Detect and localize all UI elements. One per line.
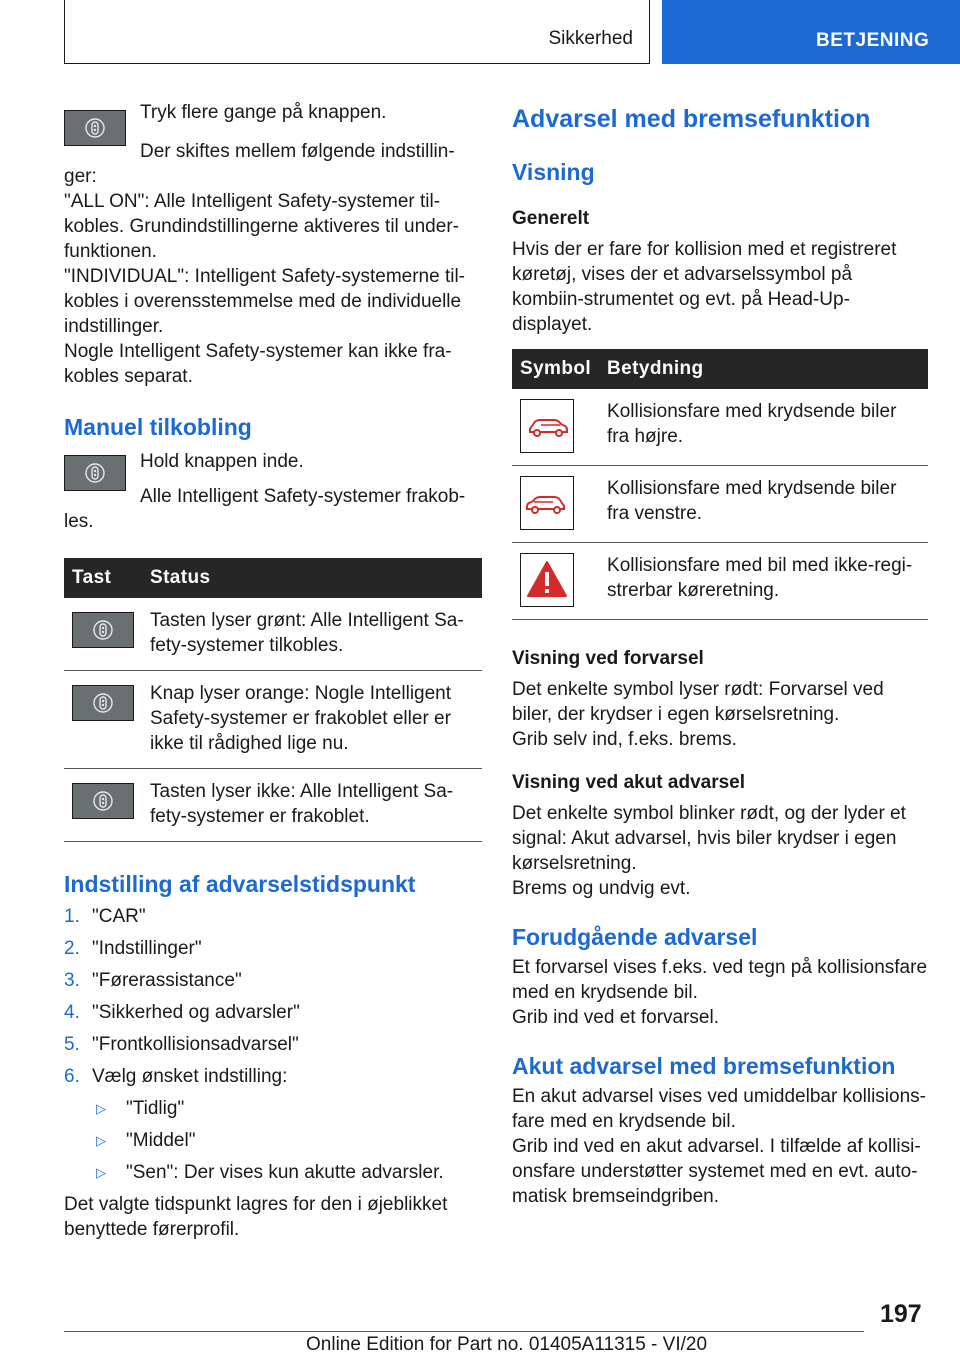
manual-heading: Manuel tilkobling bbox=[64, 414, 252, 440]
car-collision-left-icon bbox=[520, 476, 574, 530]
akut-heading: Visning ved akut advarsel bbox=[512, 772, 746, 793]
intelligent-safety-button-icon bbox=[72, 612, 134, 648]
symbol-text: Kollisionsfare med bil med ikke-regi-strerbar køreretning. bbox=[599, 543, 928, 620]
list-item: ▷ "Tidlig" bbox=[92, 1096, 482, 1121]
car-collision-right-icon bbox=[520, 399, 574, 453]
list-item: ▷ "Middel" bbox=[92, 1128, 482, 1153]
intro-block bbox=[64, 100, 482, 189]
para-individual: "INDIVIDUAL": Intelligent Safety-systemerne til-kobles i overensstemmelse med de individuelle indstillinger. bbox=[64, 266, 466, 337]
table-row bbox=[64, 598, 482, 671]
symbol-table-header bbox=[512, 349, 928, 389]
symbol-table-header-symbol: Symbol bbox=[512, 349, 599, 389]
generelt-text: Hvis der er fare for kollision med et registreret køretøj, vises der et advarselssymbol på kombiin-strumentet og evt. på Head-Up-displayet. bbox=[512, 239, 897, 335]
triangle-bullet-icon: ▷ bbox=[96, 1101, 106, 1116]
intelligent-safety-button-icon bbox=[72, 783, 134, 819]
forudg-text2: Grib ind ved et forvarsel. bbox=[512, 1007, 719, 1028]
akut-text: Det enkelte symbol blinker rødt, og der lyder et signal: Akut advarsel, hvis biler krydser i egen kørselsretning. bbox=[512, 803, 906, 874]
triangle-bullet-icon: ▷ bbox=[96, 1165, 106, 1180]
list-item: 4. "Sikkerhed og advarsler" bbox=[64, 1002, 300, 1023]
list-item: 3. "Førerassistance" bbox=[64, 970, 242, 991]
header-chapter-tab bbox=[662, 0, 960, 64]
list-item: ▷ "Sen": Der vises kun akutte advarsler. bbox=[92, 1160, 482, 1185]
status-table-header-status: Status bbox=[142, 558, 482, 598]
akut-text2: Brems og undvig evt. bbox=[512, 878, 691, 899]
status-table-header-tast: Tast bbox=[64, 558, 142, 598]
steps-list bbox=[64, 904, 482, 1089]
intelligent-safety-button-icon bbox=[64, 110, 126, 146]
para-all-on: "ALL ON": Alle Intelligent Safety-systemer til-kobles. Grundindstillingerne aktiveres til under-funktionen. bbox=[64, 191, 459, 262]
right-column bbox=[512, 100, 928, 1209]
status-table bbox=[64, 558, 482, 842]
status-text: Knap lyser orange: Nogle Intelligent Safety-systemer er frakoblet eller er ikke til rådighed lige nu. bbox=[142, 671, 482, 769]
table-row bbox=[64, 671, 482, 769]
main-heading: Advarsel med bremsefunktion bbox=[512, 105, 871, 133]
forvarsel-heading: Visning ved forvarsel bbox=[512, 648, 704, 669]
page-number: 197 bbox=[880, 1300, 922, 1328]
intro-line2: Der skiftes mellem følgende indstillin-ger: bbox=[64, 141, 455, 187]
symbol-text: Kollisionsfare med krydsende biler fra højre. bbox=[599, 389, 928, 466]
list-item: 2. "Indstillinger" bbox=[64, 938, 202, 959]
closing-text: Det valgte tidspunkt lagres for den i øjeblikket benyttede førerprofil. bbox=[64, 1194, 448, 1240]
table-row bbox=[512, 543, 928, 620]
substeps-list bbox=[64, 1096, 482, 1185]
status-text: Tasten lyser grønt: Alle Intelligent Sa-fety-systemer tilkobles. bbox=[142, 598, 482, 671]
akutbrems-text2: Grib ind ved en akut advarsel. I tilfælde af kollisi-onsfare understøtter systemet med en evt. auto-matisk bremseindgriben. bbox=[512, 1136, 921, 1207]
header-section-box bbox=[64, 0, 650, 64]
footer-divider bbox=[64, 1331, 864, 1332]
left-column bbox=[64, 100, 482, 1242]
list-item: 6. Vælg ønsket indstilling: bbox=[64, 1066, 288, 1087]
triangle-bullet-icon: ▷ bbox=[96, 1133, 106, 1148]
list-item: 5. "Frontkollisionsadvarsel" bbox=[64, 1034, 299, 1055]
intro-line1: Tryk flere gange på knappen. bbox=[140, 102, 387, 123]
list-item: 1. "CAR" bbox=[64, 906, 146, 927]
manual-block bbox=[64, 449, 482, 534]
footer-edition: Online Edition for Part no. 01405A11315 - VI/20 bbox=[306, 1334, 708, 1355]
akutbrems-heading: Akut advarsel med bremsefunktion bbox=[512, 1053, 896, 1079]
symbol-table bbox=[512, 349, 928, 620]
setting-heading: Indstilling af advarselstidspunkt bbox=[64, 871, 416, 897]
forvarsel-text: Det enkelte symbol lyser rødt: Forvarsel ved biler, der krydser i egen kørselsretning. bbox=[512, 679, 884, 725]
manual-line1: Hold knappen inde. bbox=[140, 451, 304, 472]
manual-line2: Alle Intelligent Safety-systemer frakob-les. bbox=[64, 486, 466, 532]
forudg-text: Et forvarsel vises f.eks. ved tegn på kollisionsfare med en krydsende bil. bbox=[512, 957, 928, 1003]
para-nogle: Nogle Intelligent Safety-systemer kan ikke fra-kobles separat. bbox=[64, 341, 452, 387]
intelligent-safety-button-icon bbox=[72, 685, 134, 721]
forvarsel-text2: Grib selv ind, f.eks. brems. bbox=[512, 729, 737, 750]
table-row bbox=[512, 389, 928, 466]
visning-heading: Visning bbox=[512, 159, 595, 185]
header-section-label: Sikkerhed bbox=[548, 28, 633, 49]
generelt-heading: Generelt bbox=[512, 208, 590, 229]
forudg-heading: Forudgående advarsel bbox=[512, 924, 758, 950]
symbol-table-header-betydning: Betydning bbox=[599, 349, 928, 389]
table-row bbox=[64, 769, 482, 842]
status-text: Tasten lyser ikke: Alle Intelligent Sa-fety-systemer er frakoblet. bbox=[142, 769, 482, 842]
akutbrems-text: En akut advarsel vises ved umiddelbar kollisions-fare med en krydsende bil. bbox=[512, 1086, 926, 1132]
status-table-header bbox=[64, 558, 482, 598]
symbol-text: Kollisionsfare med krydsende biler fra venstre. bbox=[599, 466, 928, 543]
table-row bbox=[512, 466, 928, 543]
header-chapter-label: BETJENING bbox=[816, 30, 930, 51]
intelligent-safety-button-icon bbox=[64, 455, 126, 491]
warning-triangle-icon bbox=[520, 553, 574, 607]
